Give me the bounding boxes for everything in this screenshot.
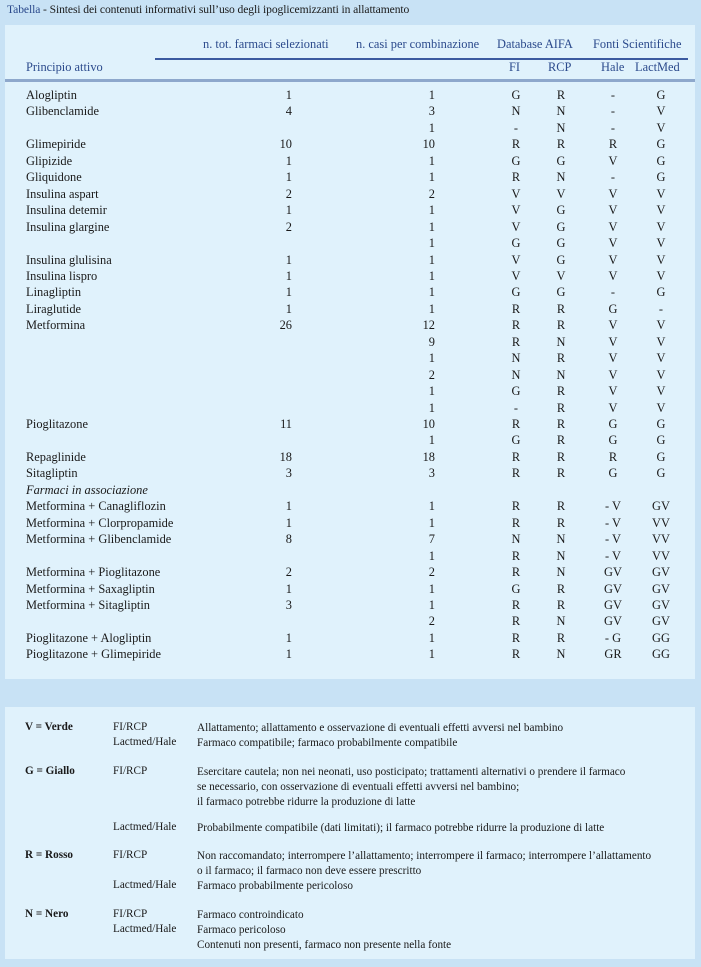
cell-fi: R xyxy=(511,417,521,431)
cell-fi: R xyxy=(511,449,521,464)
cell-name: Repaglinide xyxy=(26,449,86,464)
cell-rcp: R xyxy=(556,581,566,596)
cell-name: Liraglutide xyxy=(26,301,82,316)
cell-fi: G xyxy=(511,581,521,596)
cell-fi: - xyxy=(513,120,519,135)
table-row xyxy=(5,631,695,648)
cell-hale: V xyxy=(608,268,618,283)
header-fi: FI xyxy=(509,60,521,74)
cell-lactmed: V xyxy=(656,186,666,201)
cell-name: Insulina lispro xyxy=(26,268,98,283)
cell-name: Pioglitazone xyxy=(26,417,88,431)
cell-casi: 1 xyxy=(428,120,435,135)
cell-casi: 1 xyxy=(428,252,435,267)
cell-hale: - xyxy=(610,104,616,119)
cell-tot: 10 xyxy=(279,137,292,152)
cell-casi: 18 xyxy=(422,449,435,464)
cell-name: Glimepiride xyxy=(26,137,86,152)
cell-lactmed: V xyxy=(656,268,666,283)
cell-rcp: R xyxy=(556,384,566,399)
cell-tot: 1 xyxy=(285,153,292,168)
legend-description: se necessario, con osservazione di eventuali effetti avversi nel bambino; xyxy=(197,780,520,793)
cell-lactmed: V xyxy=(656,384,666,399)
table-row xyxy=(5,417,695,434)
cell-rcp: N xyxy=(556,614,566,629)
cell-hale: V xyxy=(608,351,618,366)
header-principio: Principio attivo xyxy=(26,60,103,74)
cell-rcp: R xyxy=(556,137,566,152)
table-row xyxy=(5,88,695,105)
cell-rcp: V xyxy=(556,268,566,283)
cell-tot: 1 xyxy=(285,268,292,283)
cell-hale: - xyxy=(610,88,616,102)
table-row xyxy=(5,384,695,401)
cell-casi: 7 xyxy=(428,532,435,547)
cell-rcp: R xyxy=(556,318,566,333)
cell-fi: R xyxy=(511,515,521,530)
legend-key: V = Verde xyxy=(25,721,73,733)
cell-lactmed: G xyxy=(656,88,666,102)
cell-casi: 3 xyxy=(428,104,435,119)
cell-fi: G xyxy=(511,433,521,448)
cell-rcp: R xyxy=(556,466,566,481)
header-hale: Hale xyxy=(601,60,625,74)
cell-casi: 1 xyxy=(428,285,435,300)
cell-tot: 1 xyxy=(285,630,292,645)
cell-casi: 2 xyxy=(428,565,435,580)
cell-name: Pioglitazone + Glimepiride xyxy=(26,647,161,662)
cell-tot: 1 xyxy=(285,499,292,514)
cell-hale: V xyxy=(608,334,618,349)
cell-hale: V xyxy=(608,367,618,382)
cell-hale: R xyxy=(608,137,618,152)
header-casi: n. casi per combinazione xyxy=(356,37,480,51)
cell-fi: R xyxy=(511,614,521,629)
table-row xyxy=(5,532,695,549)
table-row xyxy=(5,285,695,302)
cell-rcp: N xyxy=(556,565,566,580)
caption-label: Tabella xyxy=(7,3,41,16)
cell-rcp: N xyxy=(556,532,566,547)
cell-tot: 2 xyxy=(285,219,292,234)
cell-rcp: G xyxy=(556,252,566,267)
cell-lactmed: VV xyxy=(652,548,670,563)
legend-key: G = Giallo xyxy=(25,764,75,777)
cell-hale: V xyxy=(608,400,618,415)
cell-tot: 26 xyxy=(279,318,292,333)
cell-tot: 2 xyxy=(285,565,292,580)
cell-rcp: G xyxy=(556,285,566,300)
table-row xyxy=(5,187,695,204)
cell-hale: - V xyxy=(605,499,621,514)
cell-casi: 1 xyxy=(428,153,435,168)
cell-casi: 2 xyxy=(428,186,435,201)
cell-hale: - V xyxy=(605,548,621,563)
cell-lactmed: V xyxy=(656,367,666,382)
cell-name: Linagliptin xyxy=(26,285,82,300)
cell-hale: GV xyxy=(604,614,622,629)
table-row xyxy=(5,104,695,121)
legend-source: FI/RCP xyxy=(113,907,148,920)
cell-casi: 1 xyxy=(428,219,435,234)
cell-rcp: N xyxy=(556,104,566,119)
table-row xyxy=(5,302,695,319)
cell-lactmed: V xyxy=(656,236,666,251)
cell-hale: V xyxy=(608,203,618,218)
cell-hale: G xyxy=(608,301,618,316)
legend-description: Allattamento; allattamento e osservazione di eventuali effetti avversi nel bambino xyxy=(197,722,564,734)
table-row xyxy=(5,236,695,253)
cell-fi: G xyxy=(511,153,521,168)
cell-rcp: N xyxy=(556,367,566,382)
cell-casi: 1 xyxy=(428,581,435,596)
legend-description: Contenuti non presenti, farmaco non presente nella fonte xyxy=(197,939,452,952)
cell-casi: 1 xyxy=(428,170,435,185)
cell-fi: V xyxy=(511,252,521,267)
legend-description: Farmaco probabilmente pericoloso xyxy=(197,880,353,893)
cell-lactmed: G xyxy=(656,449,666,464)
header-divider xyxy=(5,79,695,82)
table-row xyxy=(5,121,695,138)
cell-lactmed: V xyxy=(656,334,666,349)
header-fonti: Fonti Scientifiche xyxy=(593,37,682,51)
cell-rcp: N xyxy=(556,647,566,662)
cell-tot: 2 xyxy=(285,186,292,201)
cell-lactmed: VV xyxy=(652,532,670,547)
cell-lactmed: GV xyxy=(652,614,670,629)
header-lactmed: LactMed xyxy=(635,60,680,74)
cell-casi: 1 xyxy=(428,203,435,218)
cell-lactmed: GG xyxy=(652,630,670,645)
cell-hale: - xyxy=(610,170,616,185)
table-row xyxy=(5,516,695,533)
table-row xyxy=(5,335,695,352)
cell-name: Metformina + Sitagliptin xyxy=(26,597,150,612)
cell-rcp: R xyxy=(556,400,566,415)
legend-key: N = Nero xyxy=(25,907,69,920)
data-table xyxy=(5,25,695,679)
cell-name: Metformina + Clorpropamide xyxy=(26,515,174,530)
cell-tot: 8 xyxy=(285,532,292,547)
cell-rcp: R xyxy=(556,417,566,431)
cell-lactmed: GV xyxy=(652,499,670,514)
cell-casi: 1 xyxy=(428,301,435,316)
cell-name: Alogliptin xyxy=(26,88,77,102)
cell-casi: 1 xyxy=(428,351,435,366)
table-caption xyxy=(7,3,409,16)
cell-rcp: R xyxy=(556,630,566,645)
cell-casi: 1 xyxy=(428,433,435,448)
cell-casi: 1 xyxy=(428,548,435,563)
cell-lactmed: V xyxy=(656,318,666,333)
cell-name: Glibenclamide xyxy=(26,104,99,119)
cell-casi: 1 xyxy=(428,236,435,251)
table-row xyxy=(5,549,695,566)
cell-name: Metformina xyxy=(26,318,86,333)
cell-tot: 1 xyxy=(285,285,292,300)
cell-hale: V xyxy=(608,186,618,201)
cell-rcp: R xyxy=(556,88,566,102)
cell-fi: R xyxy=(511,565,521,580)
cell-casi: 1 xyxy=(428,400,435,415)
legend-source: FI/RCP xyxy=(113,848,148,861)
cell-rcp: N xyxy=(556,548,566,563)
cell-casi: 2 xyxy=(428,367,435,382)
cell-lactmed: V xyxy=(656,219,666,234)
cell-casi: 1 xyxy=(428,630,435,645)
table-row xyxy=(5,351,695,368)
legend-description: Farmaco pericoloso xyxy=(197,924,286,936)
cell-tot: 4 xyxy=(285,104,292,119)
cell-hale: V xyxy=(608,252,618,267)
cell-hale: V xyxy=(608,318,618,333)
cell-fi: N xyxy=(511,367,521,382)
table-row xyxy=(5,598,695,615)
cell-tot: 1 xyxy=(285,515,292,530)
cell-rcp: R xyxy=(556,499,566,514)
cell-fi: R xyxy=(511,318,521,333)
cell-hale: R xyxy=(608,449,618,464)
cell-lactmed: V xyxy=(656,400,666,415)
table-row xyxy=(5,170,695,187)
table-row xyxy=(5,499,695,516)
cell-hale: GR xyxy=(604,647,622,662)
cell-name: Insulina glulisina xyxy=(26,252,112,267)
legend-description: Non raccomandato; interrompere l’allattamento; interrompere il farmaco; interrompere l’allattamento xyxy=(197,849,652,862)
legend-description: o il farmaco; il farmaco non deve essere prescritto xyxy=(197,865,422,878)
cell-hale: GV xyxy=(604,597,622,612)
cell-name: Insulina glargine xyxy=(26,219,110,234)
cell-lactmed: V xyxy=(656,120,666,135)
cell-fi: R xyxy=(511,170,521,185)
cell-hale: - xyxy=(610,285,616,300)
cell-rcp: N xyxy=(556,170,566,185)
legend-source: Lactmed/Hale xyxy=(113,736,177,749)
cell-lactmed: GV xyxy=(652,597,670,612)
cell-fi: G xyxy=(511,88,521,102)
cell-fi: G xyxy=(511,236,521,251)
cell-name: Metformina + Saxagliptin xyxy=(26,581,155,596)
table-row xyxy=(5,483,695,500)
cell-hale: G xyxy=(608,433,618,448)
legend-description: Probabilmente compatibile (dati limitati); il farmaco potrebbe ridurre la produzione di latte xyxy=(197,821,605,834)
cell-hale: - V xyxy=(605,515,621,530)
table-row xyxy=(5,137,695,154)
cell-fi: G xyxy=(511,285,521,300)
cell-rcp: G xyxy=(556,219,566,234)
cell-hale: - xyxy=(610,120,616,135)
cell-name: Glipizide xyxy=(26,153,73,168)
cell-fi: N xyxy=(511,532,521,547)
cell-fi: R xyxy=(511,499,521,514)
table-row xyxy=(5,433,695,450)
legend-source: FI/RCP xyxy=(113,764,148,777)
cell-fi: R xyxy=(511,137,521,152)
legend-source: Lactmed/Hale xyxy=(113,879,177,892)
cell-rcp: G xyxy=(556,153,566,168)
cell-lactmed: - xyxy=(658,301,664,316)
cell-rcp: R xyxy=(556,449,566,464)
table-row xyxy=(5,154,695,171)
header-aifa: Database AIFA xyxy=(497,37,573,51)
cell-fi: V xyxy=(511,186,521,201)
cell-rcp: R xyxy=(556,301,566,316)
cell-hale: V xyxy=(608,236,618,251)
cell-hale: V xyxy=(608,219,618,234)
cell-name: Gliquidone xyxy=(26,170,82,185)
cell-tot: 1 xyxy=(285,170,292,185)
table-row xyxy=(5,368,695,385)
table-row xyxy=(5,614,695,631)
cell-casi: 12 xyxy=(422,318,435,333)
cell-hale: GV xyxy=(604,565,622,580)
cell-tot: 1 xyxy=(285,581,292,596)
cell-hale: G xyxy=(608,417,618,431)
cell-name: Sitagliptin xyxy=(26,466,78,481)
cell-name: Metformina + Glibenclamide xyxy=(26,532,172,547)
cell-casi: 2 xyxy=(428,614,435,629)
cell-hale: - G xyxy=(604,630,622,645)
cell-fi: R xyxy=(511,548,521,563)
cell-lactmed: G xyxy=(656,170,666,185)
cell-lactmed: VV xyxy=(652,515,670,530)
legend-source: Lactmed/Hale xyxy=(113,923,177,935)
cell-tot: 1 xyxy=(285,647,292,662)
legend-description: Farmaco compatibile; farmaco probabilmente compatibile xyxy=(197,737,458,750)
cell-fi: R xyxy=(511,647,521,662)
cell-fi: - xyxy=(513,400,519,415)
cell-casi: 9 xyxy=(428,334,435,349)
cell-fi: N xyxy=(511,104,521,119)
table-row xyxy=(5,466,695,483)
cell-hale: G xyxy=(608,466,618,481)
legend-panel xyxy=(5,707,695,959)
cell-casi: 1 xyxy=(428,515,435,530)
table-row xyxy=(5,203,695,220)
cell-rcp: G xyxy=(556,236,566,251)
cell-casi: 1 xyxy=(428,647,435,662)
table-row xyxy=(5,220,695,237)
cell-casi: 1 xyxy=(428,268,435,283)
cell-hale: GV xyxy=(604,581,622,596)
cell-fi: R xyxy=(511,301,521,316)
cell-casi: 1 xyxy=(428,597,435,612)
cell-name: Pioglitazone + Alogliptin xyxy=(26,630,152,645)
cell-tot: 1 xyxy=(285,88,292,102)
cell-fi: R xyxy=(511,597,521,612)
legend-description: Esercitare cautela; non nei neonati, uso posticipato; trattamenti alternativi o prendere il farmaco xyxy=(197,765,626,778)
cell-casi: 10 xyxy=(422,137,435,152)
cell-lactmed: G xyxy=(656,137,666,152)
cell-tot: 11 xyxy=(280,417,292,431)
cell-lactmed: V xyxy=(656,104,666,119)
cell-tot: 18 xyxy=(279,449,292,464)
table-row xyxy=(5,565,695,582)
cell-lactmed: G xyxy=(656,433,666,448)
header-rcp: RCP xyxy=(548,60,572,74)
cell-lactmed: G xyxy=(656,417,666,431)
cell-lactmed: V xyxy=(656,252,666,267)
cell-fi: R xyxy=(511,630,521,645)
table-row xyxy=(5,253,695,270)
table-row xyxy=(5,450,695,467)
cell-rcp: R xyxy=(556,515,566,530)
cell-name: Insulina detemir xyxy=(26,203,107,218)
cell-lactmed: G xyxy=(656,153,666,168)
legend-source: FI/RCP xyxy=(113,721,148,733)
cell-lactmed: G xyxy=(656,285,666,300)
cell-fi: G xyxy=(511,384,521,399)
table-row xyxy=(5,269,695,286)
cell-casi: 3 xyxy=(428,466,435,481)
cell-fi: V xyxy=(511,203,521,218)
cell-fi: R xyxy=(511,334,521,349)
table-row xyxy=(5,401,695,418)
cell-lactmed: V xyxy=(656,203,666,218)
cell-lactmed: V xyxy=(656,351,666,366)
cell-rcp: N xyxy=(556,120,566,135)
cell-rcp: V xyxy=(556,186,566,201)
cell-casi: 1 xyxy=(428,384,435,399)
cell-fi: R xyxy=(511,466,521,481)
header-tot: n. tot. farmaci selezionati xyxy=(203,37,329,51)
table-row xyxy=(5,647,695,664)
cell-tot: 1 xyxy=(285,301,292,316)
legend-description: il farmaco potrebbe ridurre la produzione di latte xyxy=(197,796,416,809)
cell-tot: 3 xyxy=(285,597,292,612)
cell-lactmed: GG xyxy=(652,647,670,662)
table-row xyxy=(5,318,695,335)
legend-description: Farmaco controindicato xyxy=(197,908,304,921)
cell-hale: V xyxy=(608,153,618,168)
cell-lactmed: G xyxy=(656,466,666,481)
cell-casi: 1 xyxy=(428,88,435,102)
cell-lactmed: GV xyxy=(652,565,670,580)
cell-rcp: G xyxy=(556,203,566,218)
cell-rcp: N xyxy=(556,334,566,349)
cell-name: Metformina + Pioglitazone xyxy=(26,565,161,580)
cell-name: Farmaci in associazione xyxy=(26,482,148,497)
cell-rcp: R xyxy=(556,597,566,612)
legend-source: Lactmed/Hale xyxy=(113,820,177,833)
cell-rcp: R xyxy=(556,433,566,448)
cell-hale: - V xyxy=(605,532,621,547)
table-row xyxy=(5,582,695,599)
legend-key: R = Rosso xyxy=(25,848,74,861)
cell-tot: 1 xyxy=(285,203,292,218)
cell-casi: 1 xyxy=(428,499,435,514)
cell-lactmed: GV xyxy=(652,581,670,596)
cell-fi: N xyxy=(511,351,521,366)
caption-text: - Sintesi dei contenuti informativi sull’uso degli ipoglicemizzanti in allattamento xyxy=(40,3,410,16)
cell-hale: V xyxy=(608,384,618,399)
cell-fi: V xyxy=(511,268,521,283)
cell-name: Insulina aspart xyxy=(26,186,99,201)
cell-tot: 3 xyxy=(285,466,292,481)
cell-name: Metformina + Canagliflozin xyxy=(26,499,166,514)
cell-casi: 10 xyxy=(422,417,435,431)
cell-fi: V xyxy=(511,219,521,234)
cell-tot: 1 xyxy=(285,252,292,267)
cell-rcp: R xyxy=(556,351,566,366)
